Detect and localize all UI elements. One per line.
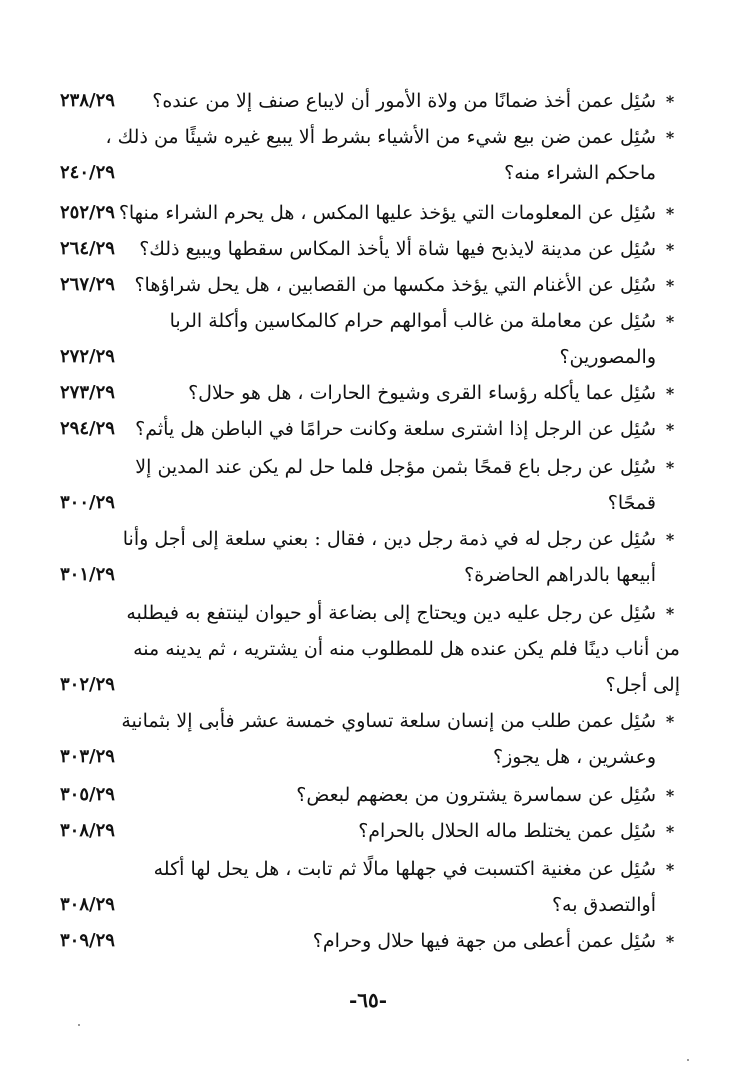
volume-page-reference: ٢٤٠/٢٩ <box>60 162 115 183</box>
question-text: سُئِل عن مغنية اكتسبت في جهلها مالًا ثم تابت ، هل يحل لها أكله <box>153 858 656 880</box>
asterisk-bullet: * <box>665 786 675 805</box>
list-item <box>60 926 680 956</box>
asterisk-bullet: * <box>665 822 675 841</box>
volume-page-reference: ٢٧٢/٢٩ <box>60 346 115 367</box>
question-text-continued: ماحكم الشراء منه؟ <box>504 162 656 184</box>
question-text-continued: وعشرين ، هل يجوز؟ <box>493 746 656 768</box>
volume-page-reference: ٣٠٥/٢٩ <box>60 784 115 805</box>
question-text: سُئِل عمن يختلط ماله الحلال بالحرام؟ <box>358 820 656 842</box>
volume-page-reference: ٣٠٠/٢٩ <box>60 492 115 513</box>
question-text: سُئِل عمن ضن بيع شيء من الأشياء بشرط ألا يبيع غيره شيئًا من ذلك ، <box>105 126 656 148</box>
question-text-continued: أبيعها بالدراهم الحاضرة؟ <box>464 564 656 586</box>
asterisk-bullet: * <box>665 712 675 731</box>
question-text: سُئِل عما يأكله رؤساء القرى وشيوخ الحارات ، هل هو حلال؟ <box>188 382 656 404</box>
volume-page-reference: ٢٧٣/٢٩ <box>60 382 115 403</box>
asterisk-bullet: * <box>665 276 675 295</box>
question-text: سُئِل عمن أعطى من جهة فيها حلال وحرام؟ <box>312 930 656 952</box>
asterisk-bullet: * <box>665 932 675 951</box>
question-text: سُئِل عن معاملة من غالب أموالهم حرام كالمكاسين وأكلة الربا <box>169 310 656 332</box>
asterisk-bullet: * <box>665 240 675 259</box>
asterisk-bullet: * <box>665 458 675 477</box>
question-text-continued: قمحًا؟ <box>607 492 656 514</box>
question-text: سُئِل عن الأغنام التي يؤخذ مكسها من القصابين ، هل يحل شراؤها؟ <box>134 274 656 296</box>
asterisk-bullet: * <box>665 128 675 147</box>
asterisk-bullet: * <box>665 384 675 403</box>
list-item <box>60 234 680 264</box>
question-text: سُئِل عن رجل له في ذمة رجل دين ، فقال : بعني سلعة إلى أجل وأنا <box>122 528 656 550</box>
list-item <box>60 270 680 300</box>
question-text: سُئِل عن رجل باع قمحًا بثمن مؤجل فلما حل لم يكن عند المدين إلا <box>135 456 656 478</box>
asterisk-bullet: * <box>665 312 675 331</box>
page-number: -٦٥- <box>348 988 388 1012</box>
list-item <box>60 198 680 228</box>
volume-page-reference: ٢٥٢/٢٩ <box>60 202 115 223</box>
volume-page-reference: ٢٣٨/٢٩ <box>60 90 115 111</box>
list-item <box>60 122 680 188</box>
volume-page-reference: ٢٦٤/٢٩ <box>60 238 115 259</box>
list-item <box>60 524 680 590</box>
question-text: سُئِل عمن طلب من إنسان سلعة تساوي خمسة عشر فأبى إلا بثمانية <box>121 710 656 732</box>
asterisk-bullet: * <box>665 604 675 623</box>
question-text: سُئِل عن رجل عليه دين ويحتاج إلى بضاعة أو حيوان لينتفع به فيطلبه <box>126 602 656 624</box>
asterisk-bullet: * <box>665 420 675 439</box>
asterisk-bullet: * <box>665 92 675 111</box>
list-item <box>60 706 680 772</box>
volume-page-reference: ٢٦٧/٢٩ <box>60 274 115 295</box>
volume-page-reference: ٣٠٨/٢٩ <box>60 820 115 841</box>
question-text: سُئِل عن سماسرة يشترون من بعضهم لبعض؟ <box>296 784 656 806</box>
question-text-continued: إلى أجل؟ <box>605 674 680 696</box>
list-item <box>60 854 680 920</box>
question-text: سُئِل عن المعلومات التي يؤخذ عليها المكس ، هل يحرم الشراء منها؟ <box>118 202 656 224</box>
question-text: سُئِل عمن أخذ ضمانًا من ولاة الأمور أن لايباع صنف إلا من عنده؟ <box>152 90 656 112</box>
list-item <box>60 306 680 372</box>
question-text-continued: من أناب دينًا فلم يكن عنده هل للمطلوب منه أن يشتريه ، ثم يدينه منه <box>133 638 680 660</box>
list-item <box>60 598 680 700</box>
volume-page-reference: ٣٠٢/٢٩ <box>60 674 115 695</box>
list-item <box>60 414 680 444</box>
question-text-continued: والمصورين؟ <box>559 346 656 368</box>
question-text: سُئِل عن مدينة لايذبح فيها شاة ألا يأخذ المكاس سقطها ويبيع ذلك؟ <box>139 238 656 260</box>
asterisk-bullet: * <box>665 204 675 223</box>
asterisk-bullet: * <box>665 860 675 879</box>
volume-page-reference: ٣٠٣/٢٩ <box>60 746 115 767</box>
list-item <box>60 378 680 408</box>
list-item <box>60 86 680 116</box>
question-text-continued: أوالتصدق به؟ <box>551 894 656 916</box>
list-item <box>60 780 680 810</box>
asterisk-bullet: * <box>665 530 675 549</box>
volume-page-reference: ٢٩٤/٢٩ <box>60 418 115 439</box>
volume-page-reference: ٣٠٩/٢٩ <box>60 930 115 951</box>
list-item <box>60 452 680 518</box>
question-text: سُئِل عن الرجل إذا اشترى سلعة وكانت حرامًا في الباطن هل يأثم؟ <box>135 418 656 440</box>
volume-page-reference: ٣٠٨/٢٩ <box>60 894 115 915</box>
list-item <box>60 816 680 846</box>
volume-page-reference: ٣٠١/٢٩ <box>60 564 115 585</box>
